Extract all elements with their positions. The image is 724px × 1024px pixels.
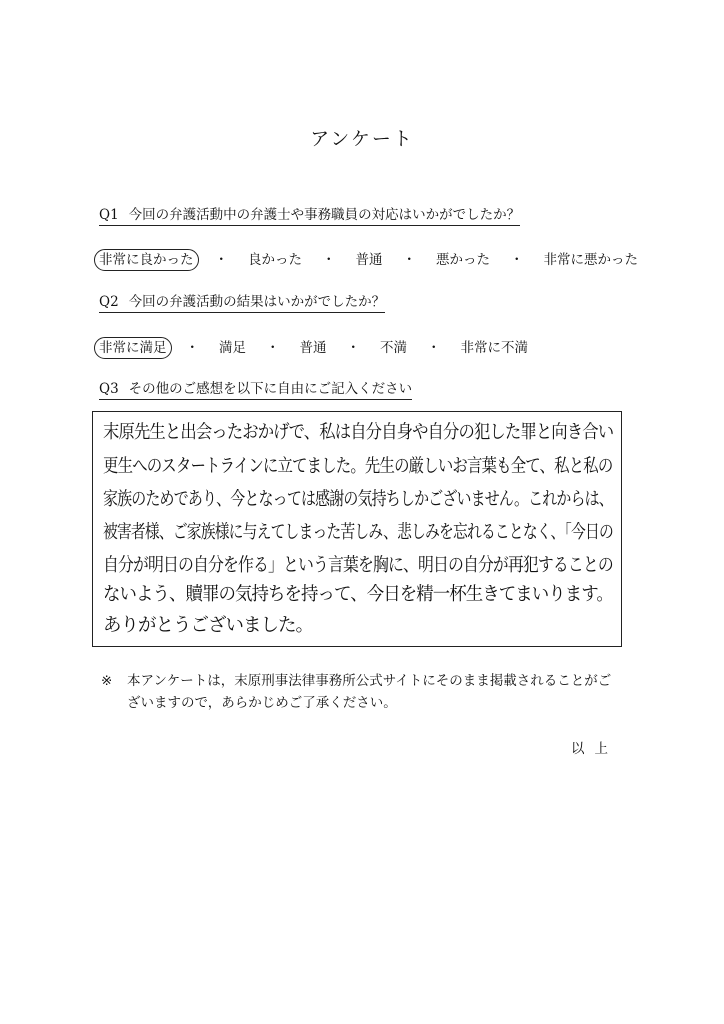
question-2 <box>99 294 385 313</box>
closing-text: 以上 <box>571 741 618 757</box>
q2-option-very-satisfied[interactable]: 非常に満足 <box>94 337 172 359</box>
q1-separator: ・ <box>510 252 524 268</box>
question-1 <box>99 207 520 226</box>
question-3-number: Q3 <box>99 381 119 397</box>
question-1-number: Q1 <box>99 207 119 223</box>
comment-line: 末原先生と出会ったおかげで、私は自分自身や自分の犯した罪と向き合い <box>103 422 614 443</box>
comment-line: 被害者様、ご家族様に与えてしまった苦しみ、悲しみを忘れることなく、「今日の <box>103 522 613 543</box>
comment-line: 家族のためであり、今となっては感謝の気持ちしかございません。これからは、 <box>103 489 613 510</box>
page-title: アンケート <box>310 128 414 150</box>
q1-option-very-good[interactable]: 非常に良かった <box>94 249 199 271</box>
q1-option-normal[interactable]: 普通 <box>355 252 383 268</box>
q1-option-good[interactable]: 良かった <box>248 252 302 268</box>
question-2-options <box>97 337 530 359</box>
q1-option-very-bad[interactable]: 非常に悪かった <box>543 252 638 268</box>
q2-separator: ・ <box>266 340 280 356</box>
q1-separator: ・ <box>322 252 336 268</box>
note-mark: ※ <box>101 673 113 689</box>
question-2-number: Q2 <box>99 294 119 310</box>
q1-separator: ・ <box>402 252 416 268</box>
question-3 <box>99 381 412 400</box>
q2-option-normal[interactable]: 普通 <box>299 340 327 356</box>
q2-option-satisfied[interactable]: 満足 <box>219 340 246 356</box>
comment-line: 自分が明日の自分を作る」という言葉を胸に、明日の自分が再犯することの <box>103 555 613 576</box>
q2-separator: ・ <box>185 340 199 356</box>
question-3-text: その他のご感想を以下に自由にご記入ください <box>128 381 413 397</box>
comment-box <box>92 411 622 647</box>
q2-option-dissatisfied[interactable]: 不満 <box>380 340 407 356</box>
comment-line: ありがとうございました。 <box>103 615 314 636</box>
q2-separator: ・ <box>427 340 441 356</box>
question-1-text: 今回の弁護活動中の弁護士や事務職員の対応はいかがでしたか？ <box>128 207 521 223</box>
comment-line: 更生へのスタートラインに立てました。先生の厳しいお言葉も全て、私と私の <box>103 456 613 477</box>
q2-separator: ・ <box>346 340 360 356</box>
question-1-options <box>97 249 640 271</box>
q2-option-very-dissatisfied[interactable]: 非常に不満 <box>460 340 528 356</box>
question-2-text: 今回の弁護活動の結果はいかがでしたか？ <box>128 294 386 310</box>
q1-option-bad[interactable]: 悪かった <box>436 252 490 268</box>
comment-line: ないよう、贖罪の気持ちを持って、今日を精一杯生きてまいります。 <box>103 584 613 605</box>
q1-separator: ・ <box>214 252 228 268</box>
note-text: 本アンケートは，末原刑事法律事務所公式サイトにそのまま掲載されることがございますので，あらかじめご了承ください。 <box>127 673 612 711</box>
